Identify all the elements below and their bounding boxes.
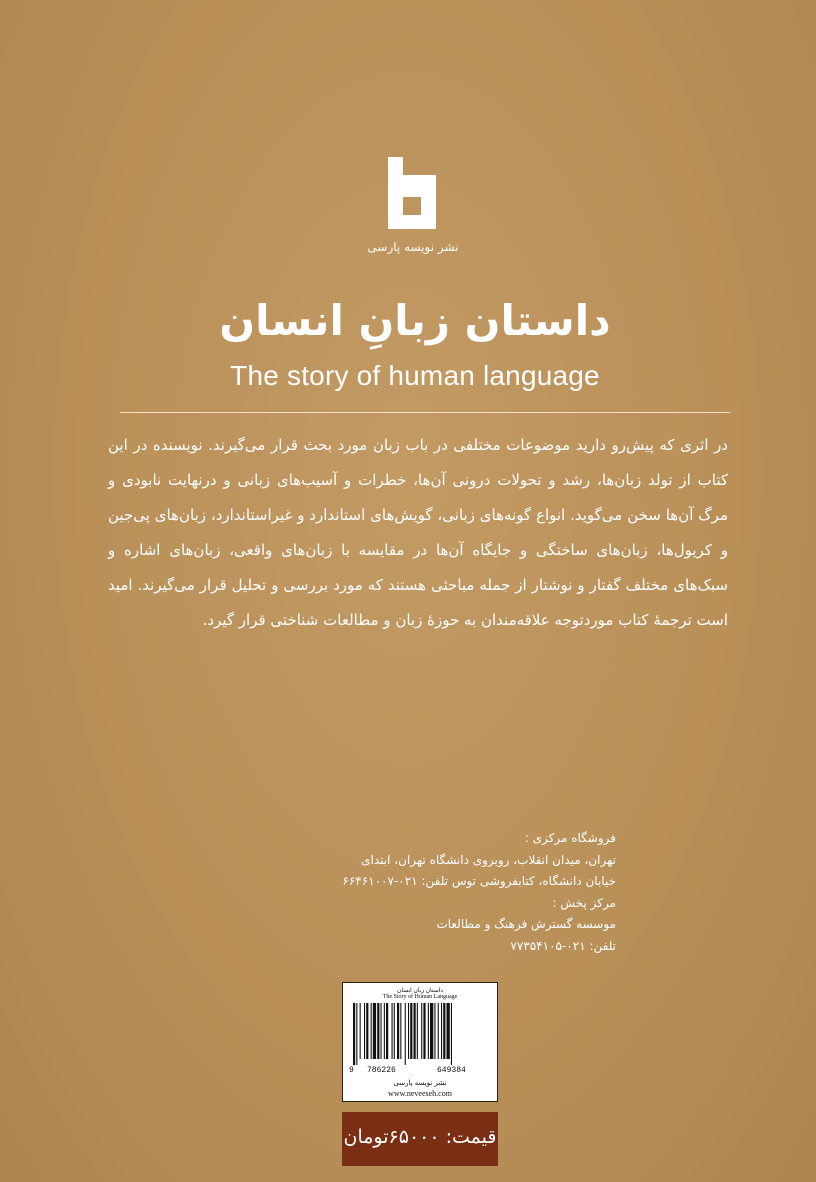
barcode-bar xyxy=(394,1003,395,1059)
distribution-phone: تلفن: ۰۲۱-۷۷۳۵۴۱۰۵ xyxy=(510,938,616,953)
book-title-persian: داستان زبانِ انسان xyxy=(219,296,611,345)
barcode-label xyxy=(342,982,498,1102)
book-title-english: The story of human language xyxy=(230,360,600,391)
barcode-bar xyxy=(408,1003,409,1059)
barcode-title-english: The Story of Human Language xyxy=(382,994,458,1000)
publisher-logo-icon xyxy=(388,157,436,229)
barcode-bar xyxy=(377,1003,379,1059)
barcode-icon xyxy=(353,1003,489,1065)
barcode-title-persian: داستان زبان انسان xyxy=(396,988,444,994)
barcode-bar xyxy=(371,1003,372,1059)
store-address-line-1: تهران، میدان انقلاب، روبروی دانشگاه تهران، ابتدای xyxy=(361,852,616,867)
barcode-bar xyxy=(356,1003,357,1065)
distribution-name: موسسه گسترش فرهنگ و مطالعات xyxy=(436,917,616,931)
price-label: قیمت: ۶۵۰۰۰تومان xyxy=(343,1126,497,1148)
barcode-digits xyxy=(349,1066,493,1076)
publisher-website: www.neveeseh.com xyxy=(388,1089,452,1098)
barcode-bar xyxy=(451,1003,452,1065)
barcode-bar xyxy=(434,1003,435,1059)
barcode-publisher: نشر نویسه پارسی xyxy=(393,1079,447,1087)
publisher-name: نشر نویسه پارسی xyxy=(367,240,459,254)
book-description xyxy=(108,428,728,638)
barcode-bar xyxy=(397,1003,399,1059)
barcode-bar xyxy=(384,1003,385,1059)
store-heading: فروشگاه مرکزی : xyxy=(524,831,616,845)
description-paragraph: در اثری که پیش‌رو دارید موضوعات مختلفی در باب زبان مورد بحث قرار می‌گیرند. نویسنده در این کتاب از تولد زبان‌ها، رشد و تحولات درونی آن‌ها، خطرات و آسیب‌های زبانی و درنهایت نابودی و مرگ آن‌ها سخن می‌گوید. انواع گونه‌های زبانی، گویش‌های استاندارد و غیراستاندارد، زبان‌های پی‌جین و کریول‌ها، زبان‌های ساختگی و جایگاه آن‌ها در مقایسه با زبان‌های واقعی، زبان‌های اشاره و سبک‌های مختلف گفتار و نوشتار از جمله مباحثی هستند که مورد بررسی و تحلیل قرار می‌گیرند. امید است ترجمهٔ کتاب موردتوجه علاقه‌مندان به حوزهٔ زبان و مطالعات شناختی قرار گیرد. xyxy=(108,436,728,629)
barcode-bar xyxy=(421,1003,422,1059)
barcode-bar xyxy=(441,1003,442,1059)
price-box xyxy=(342,1112,498,1166)
barcode-bar xyxy=(366,1003,368,1059)
title-divider xyxy=(120,412,730,413)
barcode-bar xyxy=(417,1003,418,1059)
barcode-bar xyxy=(386,1003,388,1059)
barcode-lead-digit: 9 xyxy=(349,1066,354,1075)
barcode-bar xyxy=(428,1003,429,1059)
barcode-bar xyxy=(381,1003,382,1059)
barcode-bar xyxy=(423,1003,425,1059)
barcode-bar xyxy=(373,1003,376,1059)
barcode-bar xyxy=(430,1003,433,1059)
barcode-bar xyxy=(414,1003,416,1059)
barcode-digits-left: 786226 xyxy=(367,1066,396,1075)
barcode-bar xyxy=(410,1003,412,1059)
barcode-digits-right: 649384 xyxy=(437,1066,466,1075)
barcode-bar xyxy=(443,1003,445,1059)
distribution-heading: مرکز پخش : xyxy=(552,895,616,910)
barcode-bar xyxy=(447,1003,450,1059)
barcode-bar xyxy=(364,1003,365,1059)
barcode-bar xyxy=(392,1003,393,1059)
contact-info xyxy=(240,828,616,957)
barcode-bar xyxy=(438,1003,439,1059)
barcode-bar xyxy=(353,1003,355,1065)
barcode-bar xyxy=(360,1003,361,1059)
barcode-bar xyxy=(405,1003,406,1065)
store-address-line-2: خیابان دانشگاه، کتابفروشی توس تلفن: ۰۲۱-۶۶۴۶۱۰۰۷ xyxy=(342,874,616,888)
barcode-bar xyxy=(400,1003,401,1059)
